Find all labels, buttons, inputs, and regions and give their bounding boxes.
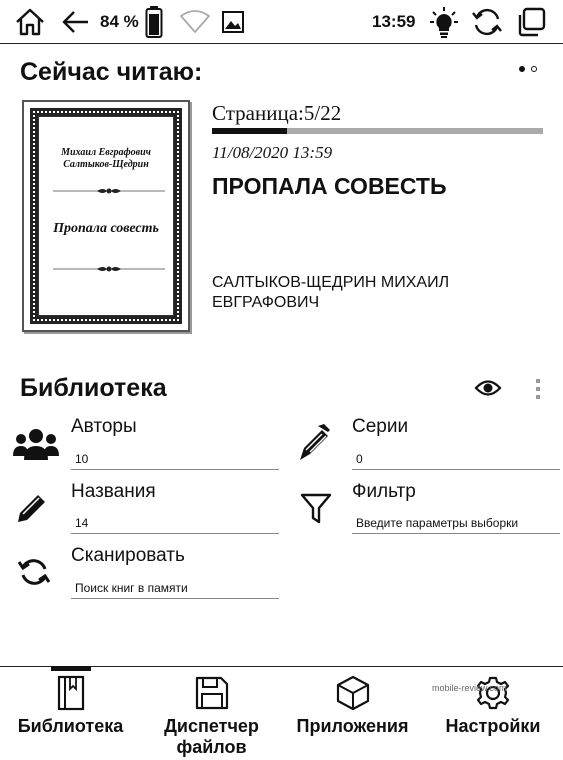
nav-apps-label: Приложения [296, 716, 409, 736]
library-title: Библиотека [20, 374, 167, 402]
filter-input[interactable]: Введите параметры выборки [352, 514, 560, 534]
cover-ornament-icon [49, 265, 169, 273]
authors-count[interactable]: 10 [71, 450, 279, 470]
cover-title: Пропала совесть [53, 221, 159, 236]
more-options-icon[interactable] [534, 378, 542, 405]
cover-inner [38, 116, 174, 316]
titles-count[interactable]: 14 [71, 514, 279, 534]
home-icon[interactable] [12, 5, 48, 39]
cube-icon [335, 673, 371, 713]
library-icon [55, 673, 87, 713]
nav-settings[interactable] [423, 667, 563, 760]
cover-ornament-icon [49, 187, 169, 195]
titles-label[interactable]: Названия [71, 481, 156, 502]
floppy-disk-icon [194, 673, 230, 713]
window-switch-icon[interactable] [514, 5, 548, 39]
back-icon[interactable] [58, 5, 92, 39]
sync-icon[interactable] [470, 5, 504, 39]
image-icon [220, 8, 246, 36]
clock: 13:59 [372, 12, 416, 31]
people-icon [12, 424, 60, 464]
bottom-navigation [0, 666, 563, 760]
page-dots[interactable] [519, 66, 537, 72]
book-cover[interactable] [22, 100, 190, 332]
reading-progress-bar [212, 128, 543, 134]
wifi-icon [178, 8, 212, 36]
nav-settings-label: Настройки [445, 716, 541, 736]
watermark: mobile-review.com [432, 683, 507, 693]
page-dot-active [519, 66, 525, 72]
nav-file-manager[interactable] [141, 667, 282, 760]
eye-icon[interactable] [474, 378, 502, 403]
last-read-date: 11/08/2020 13:59 [212, 143, 333, 162]
nav-file-manager-label: Диспетчер файлов [164, 716, 259, 757]
scan-label[interactable]: Сканировать [71, 545, 185, 566]
pencils-icon [294, 420, 334, 464]
nav-library[interactable] [0, 667, 141, 760]
status-bar [0, 0, 563, 44]
nav-active-indicator [51, 666, 91, 671]
filter-icon [296, 488, 336, 528]
cover-author: Михаил Евграфович Салтыков-Щедрин [61, 147, 151, 170]
book-title[interactable]: ПРОПАЛА СОВЕСТЬ [212, 173, 447, 199]
battery-icon [143, 4, 165, 40]
pencil-icon [12, 488, 52, 528]
refresh-icon [14, 552, 54, 592]
authors-label[interactable]: Авторы [71, 416, 137, 437]
page-counter: Страница:5/22 [212, 101, 342, 125]
filter-label[interactable]: Фильтр [352, 481, 416, 502]
nav-apps[interactable] [282, 667, 423, 760]
light-bulb-icon[interactable] [428, 4, 460, 40]
battery-percent: 84 % [100, 12, 139, 31]
scan-field[interactable]: Поиск книг в памяти [71, 579, 279, 599]
series-label[interactable]: Серии [352, 416, 409, 437]
reading-progress-fill [212, 128, 287, 134]
book-author: САЛТЫКОВ-ЩЕДРИН МИХАИЛ ЕВГРАФОВИЧ [212, 274, 450, 311]
series-count[interactable]: 0 [352, 450, 560, 470]
nav-library-label: Библиотека [17, 716, 124, 736]
now-reading-title: Сейчас читаю: [20, 58, 203, 86]
page-dot [531, 66, 537, 72]
gear-icon [475, 673, 511, 713]
